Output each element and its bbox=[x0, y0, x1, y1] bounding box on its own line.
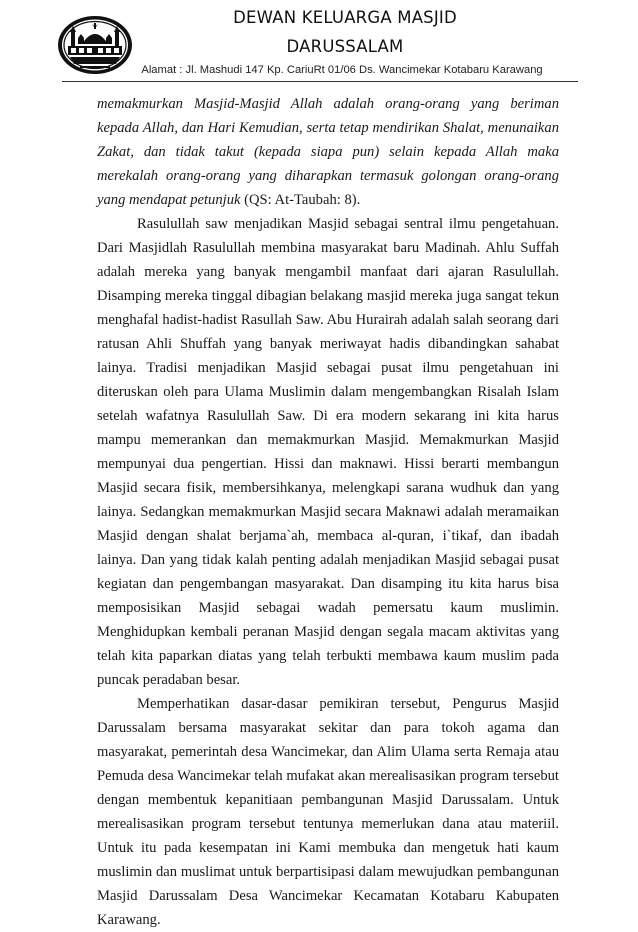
letterhead-divider bbox=[62, 81, 578, 82]
paragraph-construction-appeal: Memperhatikan dasar-dasar pemikiran tersebut, Pengurus Masjid Darussalam bersama masyarakat sekitar dan para tokoh agama dan masyarakat, pemerintah desa Wancimekar, dan Alim Ulama serta Remaja atau Pemuda desa Wancimekar telah mufakat akan merealisasikan program tersebut dengan membentuk kepanitiaan pembangunan Masjid Darussalam. Untuk merealisasikan program tersebut tentunya memerlukan dana atau materiil. Untuk itu pada kesempatan ini Kami membuka dan mengetuk hati kaum muslimin dan muslimat untuk berpartisipasi dalam mewujudkan pembangunan Masjid Darussalam Desa Wancimekar Kecamatan Kotabaru Kabupaten Karawang. bbox=[97, 696, 559, 928]
quran-quote: memakmurkan Masjid-Masjid Allah adalah orang-orang yang beriman kepada Allah, dan Hari Kemudian, serta tetap mendirikan Shalat, menunaikan Zakat, dan tidak takut (kepada siapa pun) selain kepada Allah maka merekalah orang-orang yang diharapkan termasuk golongan orang-orang yang mendapat petunjuk bbox=[97, 96, 559, 208]
body-text bbox=[97, 92, 559, 932]
org-address: Alamat : Jl. Mashudi 147 Kp. CariuRt 01/06 Ds. Wancimekar Kotabaru Karawang bbox=[141, 64, 543, 76]
letterhead bbox=[0, 0, 638, 86]
quote-citation: (QS: At-Taubah: 8). bbox=[240, 192, 361, 208]
org-name-line1: DEWAN KELUARGA MASJID bbox=[233, 8, 457, 27]
quote-paragraph bbox=[97, 92, 559, 212]
org-name-line2: DARUSSALAM bbox=[286, 37, 404, 56]
paragraph-masjid-center-of-knowledge: Rasulullah saw menjadikan Masjid sebagai sentral ilmu pengetahuan. Dari Masjidlah Rasulullah membina masyarakat baru Madinah. Ahlu Suffah adalah mereka yang banyak mengambil manfaat dari ajaran Rasulullah. Disamping mereka tinggal dibagian belakang masjid mereka juga sangat tekun menghafal hadist-hadist Rasullah Saw. Abu Hurairah adalah salah seorang dari ratusan Ahli Shuffah yang banyak meriwayat hadis dibandingkan sahabat lainya. Tradisi menjadikan Masjid sebagai pusat ilmu pengetahuan ini diteruskan oleh para Ulama Muslimin dalam mengembangkan Risalah Islam setelah wafatnya Rasulullah Saw. Di era modern sekarang ini kita harus mampu memerankan dan memakmurkan Masjid. Memakmurkan Masjid mempunyai dua pengertian. Hissi dan maknawi. Hissi berarti membangun Masjid secara fisik, membersihkanya, melengkapi sarana wudhuk dan yang lainya. Sedangkan memakmurkan Masjid secara Maknawi adalah meramaikan Masjid dengan shalat berjama`ah, membaca al-quran, i`tikaf, dan ibadah lainya. Dan yang tidak kalah penting adalah menjadikan Masjid sebagai pusat kegiatan dan pengembangan masyarakat. Dan disamping itu kita harus bisa memposisikan Masjid sebagai wadah pemersatu kaum muslimin. Menghidupkan kembali peranan Masjid dengan segala macam aktivitas yang telah kita paparkan diatas yang telah terbukti membawa kaum muslim pada puncak peradaban besar. bbox=[97, 216, 559, 688]
